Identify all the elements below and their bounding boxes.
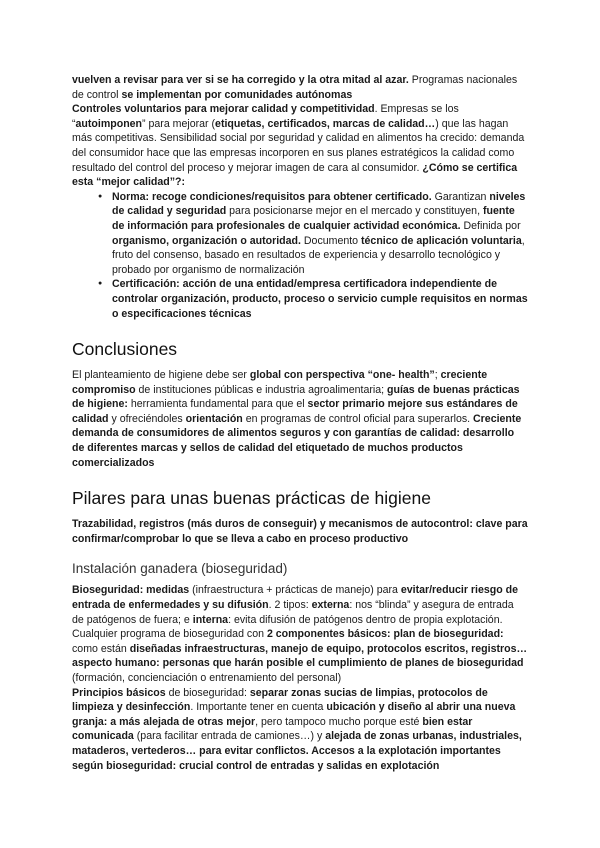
section-heading-conclusiones: Conclusiones <box>72 339 178 360</box>
text: y ofreciéndoles <box>108 412 186 425</box>
bold-text: ubicación y diseño al abrir una nueva granja: a más alejada de otras mejor <box>72 701 516 728</box>
bold-text: diseñadas infraestructuras, manejo de equipo, protocolos escritos, registros… aspecto humano: personas que harán posible el cumplimiento de planes de bioseguridad <box>72 642 528 670</box>
bold-text: Creciente demanda de consumidores de alimentos seguros y con garantías de calidad: desarrollo de diferentes marcas y sellos de calidad del etiquetado de muchos productos comercializados <box>72 412 522 469</box>
text: El planteamiento de higiene debe ser <box>72 369 250 382</box>
text: : nos “blinda” y asegura de entrada de patógenos de fuera; e <box>72 599 514 626</box>
bold-text: evitar/reducir riesgo de entrada de enfermedades y su difusión <box>72 584 519 612</box>
bold-text: externa <box>311 599 350 612</box>
text: herramienta fundamental para que el <box>127 398 308 411</box>
bold-text: sector primario mejore sus estándares de calidad <box>72 398 518 425</box>
bold-text: guías de buenas prácticas de higiene: <box>72 383 520 411</box>
intro-paragraph-2 <box>72 102 528 190</box>
bold-text: se implementan por comunidades autónomas <box>121 88 353 101</box>
text: Programas nacionales de control <box>72 74 518 101</box>
text: ; <box>434 369 441 382</box>
text: Garantizan <box>431 190 490 203</box>
section-heading-pilares: Pilares para unas buenas prácticas de higiene <box>72 488 431 509</box>
text: como están <box>72 642 130 655</box>
text: . Empresas se los “ <box>72 103 459 130</box>
text: (para facilitar entrada de camiones…) y <box>133 730 326 743</box>
bold-text: vuelven a revisar para ver si se ha corregido y la otra mitad al azar. <box>72 74 409 86</box>
text: , pero tampoco mucho porque esté <box>255 715 423 728</box>
list-item-norma <box>112 190 528 278</box>
text: ) que las hagan más competitivas. Sensibilidad social por seguridad y calidad en alimentos ha crecido: demanda del consumidor hace que las empresas incorporen en sus planes estratégicos la calidad como resultado del control del proceso y mejorar imagen de cara al consumidor. <box>72 117 525 174</box>
bold-text: técnico de aplicación voluntaria <box>361 234 522 247</box>
text: . 2 tipos: <box>268 599 312 612</box>
bold-text: interna <box>192 613 229 626</box>
bold-text: orientación <box>185 412 243 425</box>
text: ” para mejorar ( <box>142 117 216 130</box>
intro-paragraph-1 <box>72 73 528 102</box>
bold-text: Controles voluntarios para mejorar calidad y competitividad <box>72 103 375 116</box>
text: de bioseguridad: <box>165 686 250 699</box>
bold-text: niveles de calidad y seguridad <box>112 190 526 218</box>
bold-text: bien estar comunicada <box>72 715 473 743</box>
bold-text: ¿Cómo se certifica esta “mejor calidad”?: <box>72 161 518 189</box>
bold-text: Bioseguridad: medidas <box>72 584 190 597</box>
subsection-heading-instalacion: Instalación ganadera (bioseguridad) <box>72 561 288 577</box>
document-content <box>72 73 528 773</box>
bold-text: Trazabilidad, registros (más duros de conseguir) y mecanismos de autocontrol: clave para confirmar/comprobar lo que se lleva a cabo en proceso productivo <box>72 518 528 545</box>
text: (formación, concienciación o entrenamiento del personal) <box>72 672 342 684</box>
bold-text: 2 componentes básicos: plan de bioseguridad: <box>266 628 504 641</box>
text: (infraestructura + prácticas de manejo) para <box>189 584 401 597</box>
bold-text: separar zonas sucias de limpias, protocolos de limpieza y desinfección <box>72 686 488 714</box>
pilares-paragraph <box>72 517 528 546</box>
bold-text: organismo, organización o autoridad. <box>112 234 301 247</box>
bold-text: Norma: recoge condiciones/requisitos para obtener certificado. <box>112 190 432 203</box>
bold-text: creciente compromiso <box>72 369 488 396</box>
text: Documento <box>300 234 362 247</box>
bold-text: Principios básicos <box>72 686 166 699</box>
certification-list <box>72 190 528 321</box>
text: . Importante tener en cuenta <box>190 701 327 714</box>
text: : evita difusión de patógenos dentro de propia explotación. Cualquier programa de bioseguridad con <box>72 613 503 641</box>
bold-text: alejada de zonas urbanas, industriales, mataderos, vertederos… para evitar conflictos. Accesos a la explotación importantes según bioseguridad: crucial control de entradas y salidas en explotación <box>72 730 522 772</box>
bold-text: global con perspectiva “one- health” <box>249 369 435 382</box>
bold-text: autoimponen <box>75 117 143 130</box>
text: en programas de control oficial para superarlos. <box>242 412 474 425</box>
principios-paragraph <box>72 686 528 774</box>
bold-text: fuente de información para profesionales de cualquier actividad económica. <box>112 205 515 232</box>
text: para posicionarse mejor en el mercado y constituyen, <box>226 205 483 218</box>
text: , fruto del consenso, basado en resultados de experiencia y desarrollo tecnológico y probado por organismo de normalización <box>112 234 525 276</box>
bold-text: etiquetas, certificados, marcas de calidad… <box>215 117 436 130</box>
bold-text: Certificación: acción de una entidad/empresa certificadora independiente de controlar organización, producto, proceso o servicio cumple requisitos en normas o especificaciones técnicas <box>112 278 528 320</box>
list-item-certificacion <box>112 277 528 321</box>
text: Definida por <box>460 219 521 232</box>
bioseguridad-paragraph <box>72 583 528 685</box>
text: de instituciones públicas e industria agroalimentaria; <box>135 383 388 396</box>
conclusiones-paragraph <box>72 368 528 470</box>
